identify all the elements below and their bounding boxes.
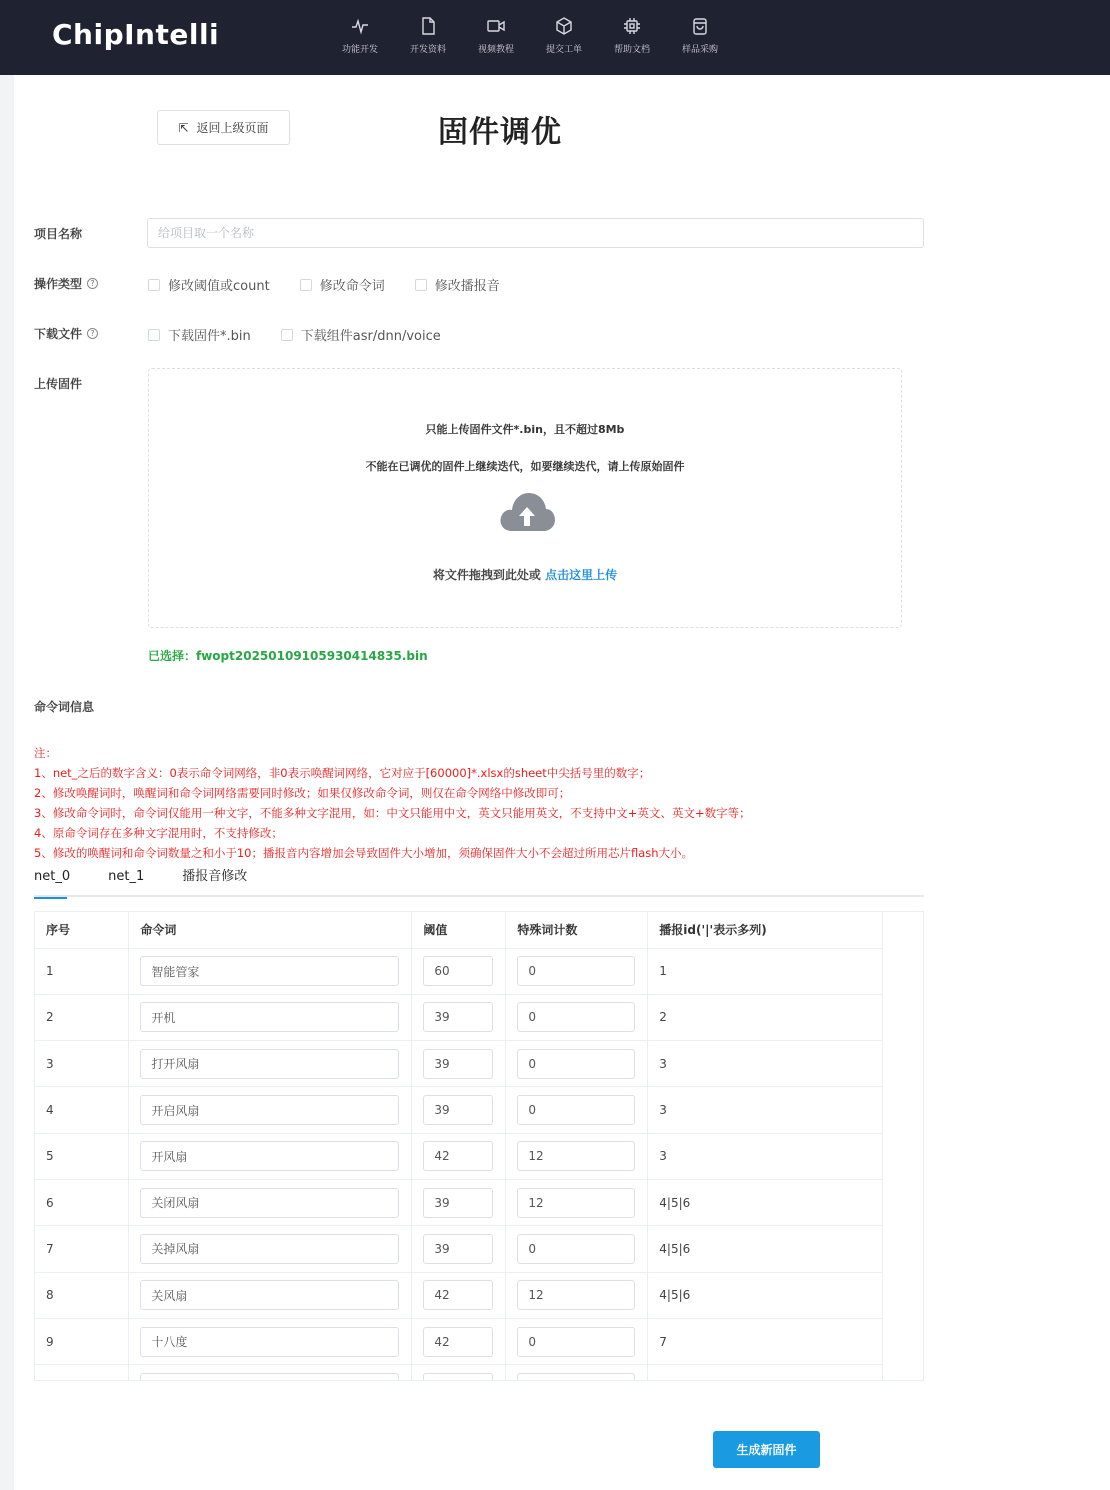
cell-command: [129, 994, 412, 1040]
cell-count: [506, 1365, 648, 1381]
cell-command: [129, 1041, 412, 1087]
command-word-input[interactable]: [140, 956, 399, 986]
note-line: 注：: [34, 746, 57, 760]
cell-command: [129, 1226, 412, 1272]
cell-play-id: 4|5|6: [648, 1226, 883, 1272]
checkbox-box[interactable]: [300, 279, 312, 291]
cell-command: [129, 1272, 412, 1318]
download-checkboxes: [148, 325, 471, 344]
command-word-input[interactable]: [140, 1095, 399, 1125]
col-header-command: 命令词: [129, 912, 412, 948]
threshold-input[interactable]: [423, 1373, 493, 1381]
drop-text: 将文件拖拽到此处或: [432, 568, 541, 582]
col-header-no: 序号: [35, 912, 129, 948]
threshold-input[interactable]: [423, 1234, 493, 1264]
checkbox-box[interactable]: [148, 279, 160, 291]
cell-play-id: 1: [648, 948, 883, 994]
nav-item-label: 帮助文档: [613, 45, 650, 55]
question-circle-icon[interactable]: ?: [87, 328, 98, 339]
tab-net-0[interactable]: net_0: [34, 867, 70, 897]
upload-hint-size: 只能上传固件文件*.bin，且不超过8Mb: [425, 423, 625, 436]
cell-play-id: 7: [648, 1318, 883, 1364]
nav-item-submit-ticket[interactable]: [530, 16, 598, 55]
cell-no: 4: [35, 1087, 129, 1133]
cell-count: [506, 948, 648, 994]
special-count-input[interactable]: [517, 1141, 635, 1171]
cell-play-id: 3: [648, 1041, 883, 1087]
tab-net-1[interactable]: net_1: [108, 869, 145, 884]
click-to-upload-link[interactable]: 点击这里上传: [545, 568, 618, 582]
upload-drop-text: [149, 566, 901, 583]
top-navbar: [0, 0, 1110, 75]
threshold-input[interactable]: [423, 956, 493, 986]
checkbox-box[interactable]: [281, 329, 293, 341]
box-icon: [554, 16, 574, 36]
cell-threshold: [412, 1226, 506, 1272]
cell-threshold: [412, 948, 506, 994]
nav-item-function-dev[interactable]: [326, 16, 394, 55]
selected-file-text: 已选择：fwopt20250109105930414835.bin: [148, 649, 428, 663]
special-count-input[interactable]: [517, 1002, 635, 1032]
note-line: 5、修改的唤醒词和命令词数量之和小于10；播报音内容增加会导致固件大小增加，须确保固件大小不会超过所用芯片flash大小。: [34, 846, 694, 860]
table-row: [35, 1365, 883, 1381]
threshold-input[interactable]: [423, 1049, 493, 1079]
nav-item-label: 样品采购: [681, 45, 718, 55]
special-count-input[interactable]: [517, 1327, 635, 1357]
arrow-up-left-icon: ⇱: [178, 120, 189, 135]
cell-count: [506, 1041, 648, 1087]
note-line: 2、修改唤醒词时，唤醒词和命令词网络需要同时修改；如果仅修改命令词，则仅在命令网络中修改即可；: [34, 786, 571, 800]
cell-threshold: [412, 1365, 506, 1381]
special-count-input[interactable]: [517, 1280, 635, 1310]
cell-no: 9: [35, 1318, 129, 1364]
cell-command: [129, 1179, 412, 1225]
cell-play-id: [648, 1365, 883, 1381]
checkbox-box[interactable]: [415, 279, 427, 291]
table-row: [35, 948, 883, 994]
col-header-threshold: 阈值: [412, 912, 506, 948]
cell-count: [506, 1133, 648, 1179]
cell-count: [506, 1087, 648, 1133]
cell-no: 6: [35, 1179, 129, 1225]
page-title: 固件调优: [438, 115, 562, 150]
cell-no: 5: [35, 1133, 129, 1179]
cell-threshold: [412, 1318, 506, 1364]
upload-label: [34, 375, 82, 392]
checkbox-modify-threshold[interactable]: [148, 275, 270, 294]
cell-count: [506, 1318, 648, 1364]
cell-command: [129, 1087, 412, 1133]
checkbox-modify-voice[interactable]: [415, 275, 500, 294]
cell-command: [129, 1365, 412, 1381]
network-tabs: [34, 867, 924, 897]
note-line: 1、net_之后的数字含义：0表示命令词网络，非0表示唤醒词网络，它对应于[60000]*.xlsx的sheet中尖括号里的数字；: [34, 766, 651, 780]
col-header-play-id: 播报id('|'表示多列): [648, 912, 883, 948]
op-type-label: [34, 275, 98, 292]
threshold-input[interactable]: [423, 1095, 493, 1125]
cell-play-id: 4|5|6: [648, 1272, 883, 1318]
command-word-input[interactable]: [140, 1002, 399, 1032]
main-panel: [14, 75, 1110, 1490]
chip-icon: [622, 16, 642, 36]
upload-label-text: 上传固件: [34, 377, 83, 391]
cell-count: [506, 1272, 648, 1318]
special-count-input[interactable]: [517, 1234, 635, 1264]
note-line: 4、原命令词存在多种文字混用时，不支持修改；: [34, 826, 283, 840]
nav-item-sample-purchase[interactable]: [666, 16, 734, 55]
cell-no: 7: [35, 1226, 129, 1272]
command-table: [35, 912, 883, 1381]
cell-play-id: 3: [648, 1133, 883, 1179]
download-label-text: 下载文件: [34, 327, 83, 341]
checkbox-label: 修改阈值或count: [168, 279, 270, 294]
cell-command: [129, 1133, 412, 1179]
command-word-input[interactable]: [140, 1141, 399, 1171]
cell-threshold: [412, 1272, 506, 1318]
table-header-row: [35, 912, 883, 948]
checkbox-download-components[interactable]: [281, 325, 441, 344]
chipintelli-logo[interactable]: ChipIntelli: [52, 18, 220, 51]
checkbox-label: 下载组件asr/dnn/voice: [300, 329, 441, 344]
threshold-input[interactable]: [423, 1188, 493, 1218]
threshold-input[interactable]: [423, 1141, 493, 1171]
command-word-input[interactable]: [140, 1049, 399, 1079]
col-header-count: 特殊词计数: [506, 912, 648, 948]
table-row: [35, 1272, 883, 1318]
cell-play-id: 2: [648, 994, 883, 1040]
project-name-input[interactable]: [147, 218, 924, 248]
question-circle-icon[interactable]: ?: [87, 278, 98, 289]
back-button[interactable]: [157, 110, 290, 145]
table-row: [35, 1226, 883, 1272]
special-count-input[interactable]: [517, 1373, 635, 1381]
checkbox-modify-command[interactable]: [300, 275, 385, 294]
cell-no: 8: [35, 1272, 129, 1318]
cell-no: [35, 1365, 129, 1381]
cell-command: [129, 948, 412, 994]
shopping-bag-icon: [690, 16, 710, 36]
cell-threshold: [412, 994, 506, 1040]
cell-count: [506, 1179, 648, 1225]
table-row: [35, 1318, 883, 1364]
checkbox-label: 下载固件*.bin: [168, 329, 251, 344]
cell-no: 3: [35, 1041, 129, 1087]
threshold-input[interactable]: [423, 1002, 493, 1032]
table-row: [35, 1041, 883, 1087]
cell-play-id: 4|5|6: [648, 1179, 883, 1225]
threshold-input[interactable]: [423, 1327, 493, 1357]
nav-item-dev-docs[interactable]: [394, 16, 462, 55]
command-word-input[interactable]: [140, 1280, 399, 1310]
nav-item-label: 开发资料: [409, 45, 446, 55]
nav-item-label: 提交工单: [545, 45, 582, 55]
checkbox-box[interactable]: [148, 329, 160, 341]
pulse-icon: [350, 16, 370, 36]
upload-dropzone[interactable]: [148, 368, 902, 628]
command-word-input[interactable]: [140, 1373, 399, 1381]
checkbox-label: 修改命令词: [319, 279, 385, 294]
nav-item-label: 视频教程: [477, 45, 514, 55]
table-row: [35, 1179, 883, 1225]
command-info-label: 命令词信息: [34, 700, 95, 714]
upload-hint-original: 不能在已调优的固件上继续迭代，如要继续迭代，请上传原始固件: [365, 460, 685, 473]
cell-threshold: [412, 1041, 506, 1087]
back-button-label: 返回上级页面: [196, 121, 269, 135]
table-row: [35, 994, 883, 1040]
checkbox-label: 修改播报音: [434, 279, 500, 294]
project-name-label-text: 项目名称: [34, 227, 83, 241]
cell-count: [506, 994, 648, 1040]
project-name-label: [34, 225, 82, 242]
download-label: [34, 325, 98, 342]
special-count-input[interactable]: [517, 956, 635, 986]
command-word-input[interactable]: [140, 1234, 399, 1264]
nav-item-video-tutorials[interactable]: [462, 16, 530, 55]
op-type-label-text: 操作类型: [34, 277, 83, 291]
table-row: [35, 1087, 883, 1133]
command-word-input[interactable]: [140, 1327, 399, 1357]
op-type-checkboxes: [148, 275, 530, 294]
checkbox-download-firmware[interactable]: [148, 325, 251, 344]
nav-item-help-docs[interactable]: [598, 16, 666, 55]
generate-firmware-button[interactable]: 生成新固件: [713, 1431, 820, 1468]
table-row: [35, 1133, 883, 1179]
special-count-input[interactable]: [517, 1095, 635, 1125]
tab-voice-modify[interactable]: 播报音修改: [182, 869, 248, 884]
cell-no: 1: [35, 948, 129, 994]
special-count-input[interactable]: [517, 1049, 635, 1079]
cell-play-id: 3: [648, 1087, 883, 1133]
cell-threshold: [412, 1087, 506, 1133]
command-notes: [34, 743, 751, 863]
cell-command: [129, 1318, 412, 1364]
command-table-container[interactable]: [34, 911, 924, 1381]
special-count-input[interactable]: [517, 1188, 635, 1218]
cell-threshold: [412, 1179, 506, 1225]
threshold-input[interactable]: [423, 1280, 493, 1310]
cell-threshold: [412, 1133, 506, 1179]
command-word-input[interactable]: [140, 1188, 399, 1218]
video-camera-icon: [486, 16, 506, 36]
cell-count: [506, 1226, 648, 1272]
nav-item-label: 功能开发: [341, 45, 378, 55]
document-icon: [418, 16, 438, 36]
cell-no: 2: [35, 994, 129, 1040]
main-nav: [326, 16, 734, 55]
note-line: 3、修改命令词时，命令词仅能用一种文字，不能多种文字混用，如：中文只能用中文，英文只能用英文，不支持中文+英文、英文+数字等；: [34, 806, 751, 820]
cloud-upload-icon: [498, 489, 556, 535]
command-table-body: [35, 948, 883, 1381]
